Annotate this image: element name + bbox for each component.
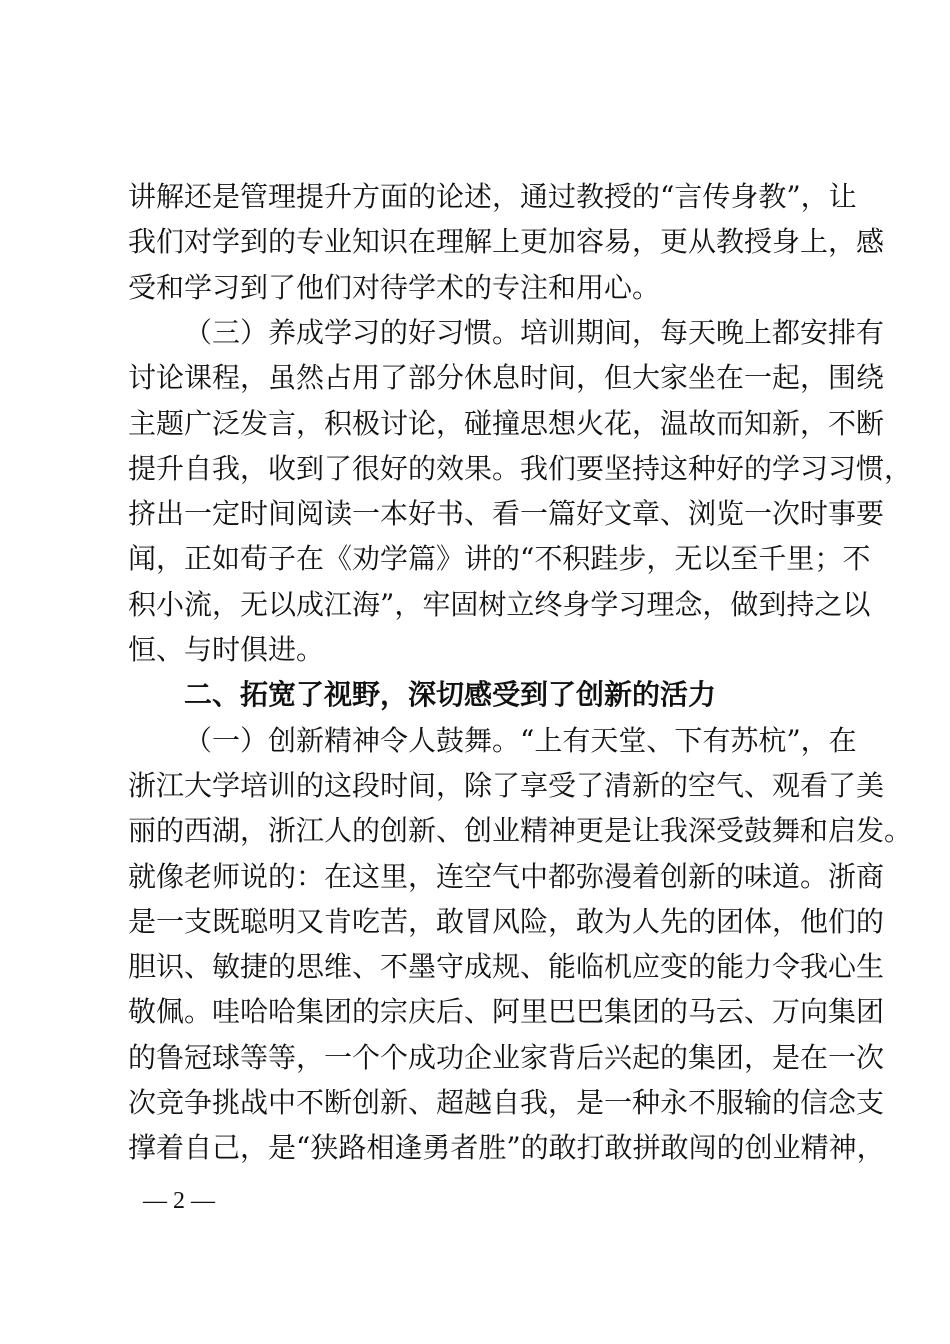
paragraph-line: 浙江大学培训的这段时间，除了享受了清新的空气、观看了美 [128, 768, 885, 802]
paragraph-line: 次竞争挑战中不断创新、超越自我，是一种永不服输的信念支 [128, 1086, 885, 1119]
paragraph-line: 主题广泛发言，积极讨论，碰撞思想火花，温故而知新，不断 [128, 406, 885, 440]
paragraph-line: 闻，正如荀子在《劝学篇》讲的“不积跬步，无以至千里；不 [128, 542, 871, 576]
section-heading: 二、拓宽了视野，深切感受到了创新的活力 [184, 678, 717, 712]
paragraph-line: 恒、与时俱进。 [128, 633, 325, 666]
paragraph-line: 提升自我，收到了很好的效果。我们要坚持这种好的学习习惯， [128, 451, 913, 485]
paragraph-line: 我们对学到的专业知识在理解上更加容易，更从教授身上，感 [128, 225, 885, 259]
paragraph-line: 丽的西湖，浙江人的创新、创业精神更是让我深受鼓舞和启发。 [128, 814, 913, 848]
paragraph-line: 讨论课程，虽然占用了部分休息时间，但大家坐在一起，围绕 [128, 361, 885, 395]
paragraph-line: 就像老师说的：在这里，连空气中都弥漫着创新的味道。浙商 [128, 859, 885, 893]
paragraph-line: 撑着自己，是“狭路相逢勇者胜”的敢打敢拼敢闯的创业精神， [128, 1131, 885, 1165]
paragraph-line: 受和学习到了他们对待学术的专注和用心。 [128, 270, 661, 304]
paragraph-line: 积小流，无以成江海”，牢固树立终身学习理念，做到持之以 [128, 587, 871, 621]
paragraph-line: （三）养成学习的好习惯。培训期间，每天晚上都安排有 [184, 315, 885, 349]
page-number: — 2 — [143, 1188, 215, 1214]
paragraph-line: 胆识、敏捷的思维、不墨守成规、能临机应变的能力令我心生 [128, 950, 885, 984]
paragraph-line: 挤出一定时间阅读一本好书、看一篇好文章、浏览一次时事要 [128, 497, 885, 531]
paragraph-line: 的鲁冠球等等，一个个成功企业家背后兴起的集团，是在一次 [128, 1040, 885, 1074]
paragraph-line: （一）创新精神令人鼓舞。“上有天堂、下有苏杭”，在 [184, 723, 857, 757]
paragraph-line: 讲解还是管理提升方面的论述，通过教授的“言传身教”，让 [128, 180, 857, 213]
paragraph-line: 敬佩。哇哈哈集团的宗庆后、阿里巴巴集团的马云、万向集团 [128, 995, 885, 1029]
paragraph-line: 是一支既聪明又肯吃苦，敢冒风险，敢为人先的团体，他们的 [128, 904, 885, 938]
